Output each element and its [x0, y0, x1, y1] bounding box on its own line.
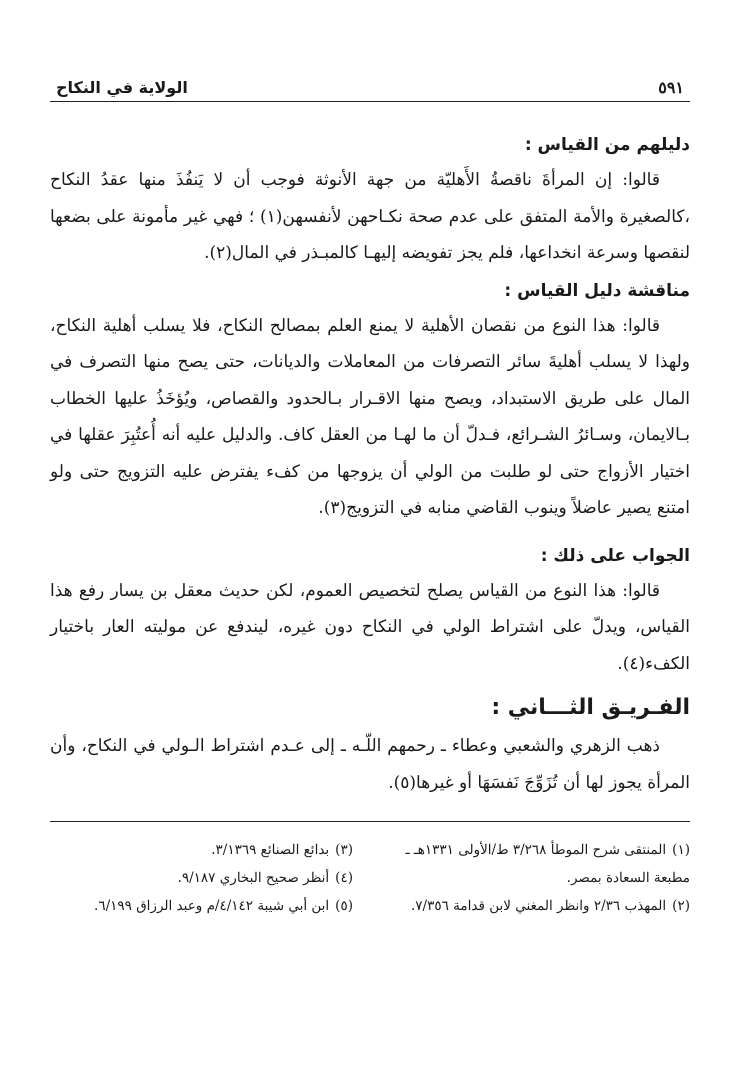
footnote-1 — [387, 836, 690, 892]
page-number: ٥٩١ — [658, 78, 684, 97]
footnote-3 — [50, 836, 353, 864]
footnote-column-right — [387, 836, 690, 920]
running-title: الولاية في النكاح — [56, 78, 188, 97]
footnote-column-left — [50, 836, 353, 920]
footnote-1-number: (١) — [672, 842, 690, 858]
footnote-4 — [50, 864, 353, 892]
footnote-4-text: أنظر صحيح البخاري ٩/١٨٧. — [177, 870, 330, 886]
footnote-5-text: ابن أبي شيبة ٤/١٤٢/م وعبد الرزاق ٦/١٩٩. — [94, 898, 330, 914]
main-text — [50, 128, 690, 801]
footnote-4-number: (٤) — [335, 870, 353, 886]
section-heading-analogy-discussion: مناقشة دليل القياس : — [504, 280, 690, 301]
section-heading-analogy-evidence: دليلهم من القياس : — [524, 135, 690, 155]
paragraph-second-group: ذهب الزهري والشعبي وعطاء ـ رحمهم اللّـه ـ إلى عـدم اشتراط الـولي في النكاح، وأن المرأة يجوز لها أن تُزَوِّجَ نَفسَهَا أو غيرها(٥). — [50, 736, 690, 793]
footnote-2-text: المهذب ٢/٣٦ وانظر المغني لابن قدامة ٧/٣٥٦. — [411, 898, 667, 914]
section-heading-second-group: الفـريـق الثـــاني : — [491, 695, 690, 720]
paragraph-analogy-discussion: قالوا: هذا النوع من نقصان الأهلية لا يمنع العلم بمصالح النكاح، فلا يسلب أهلية النكاح، ولهذا لا يسلب أهليةَ سائر التصرفات من المعاملات والديانات، حتى يصح منها التصرف في المال على طريق الاستبداد، ويصح منها الاقـرار بـالحدود والقصاص، ويُؤخَذُ عليها الخطاب بـالايمان، وسـائرُ الشـرائع، فـدلّ أن ما لهـا من العقل كاف. والدليل عليه أنه أُعتُبِرَ عقلها في اختيار الأزواج حتى لو طلبت من الولي أن يزوجها من كفء يفترض عليه التزويج حتى ولو امتنع يصير عاضلاً وينوب القاضي منابه في التزويج(٣). — [50, 315, 690, 518]
footnote-3-text: بدائع الصنائع ٣/١٣٦٩. — [211, 842, 330, 858]
footnote-1-text: المنتقى شرح الموطأ ٣/٢٦٨ ط/الأولى ١٣٣١هـ ـ مطبعة السعادة بمصر. — [405, 842, 690, 886]
footnote-2 — [387, 892, 690, 920]
paragraph-analogy-evidence: قالوا: إن المرأةَ ناقصةُ الأَهليّة من جهة الأنوثة فوجب أن لا يَنفُذَ منها عقدُ النكاح ،كالصغيرة والأمة المتفق على عدم صحة نكـاحهن لأنفسهن(١) ؛ فهي غير مأمونة على بضعها لنقصها وسرعة انخداعها، فلم يجز تفويضه إليهـا كالمبـذر في المال(٢). — [50, 170, 690, 263]
footnote-5 — [50, 892, 353, 920]
footnote-3-number: (٣) — [335, 842, 353, 858]
footnotes — [50, 836, 690, 920]
footnote-5-number: (٥) — [335, 898, 353, 914]
paragraph-response: قالوا: هذا النوع من القياس يصلح لتخصيص العموم، لكن حديث معقل بن يسار رفع هذا القياس، ويدلّ على اشتراط الولي في النكاح دون غيره، ليندفع عن موليته العار باختيار الكفء(٤). — [50, 580, 690, 674]
footnote-separator — [50, 821, 690, 822]
footnote-2-number: (٢) — [672, 898, 690, 914]
book-page — [50, 78, 690, 920]
section-heading-response: الجواب على ذلك : — [540, 545, 690, 566]
running-header — [50, 78, 690, 102]
